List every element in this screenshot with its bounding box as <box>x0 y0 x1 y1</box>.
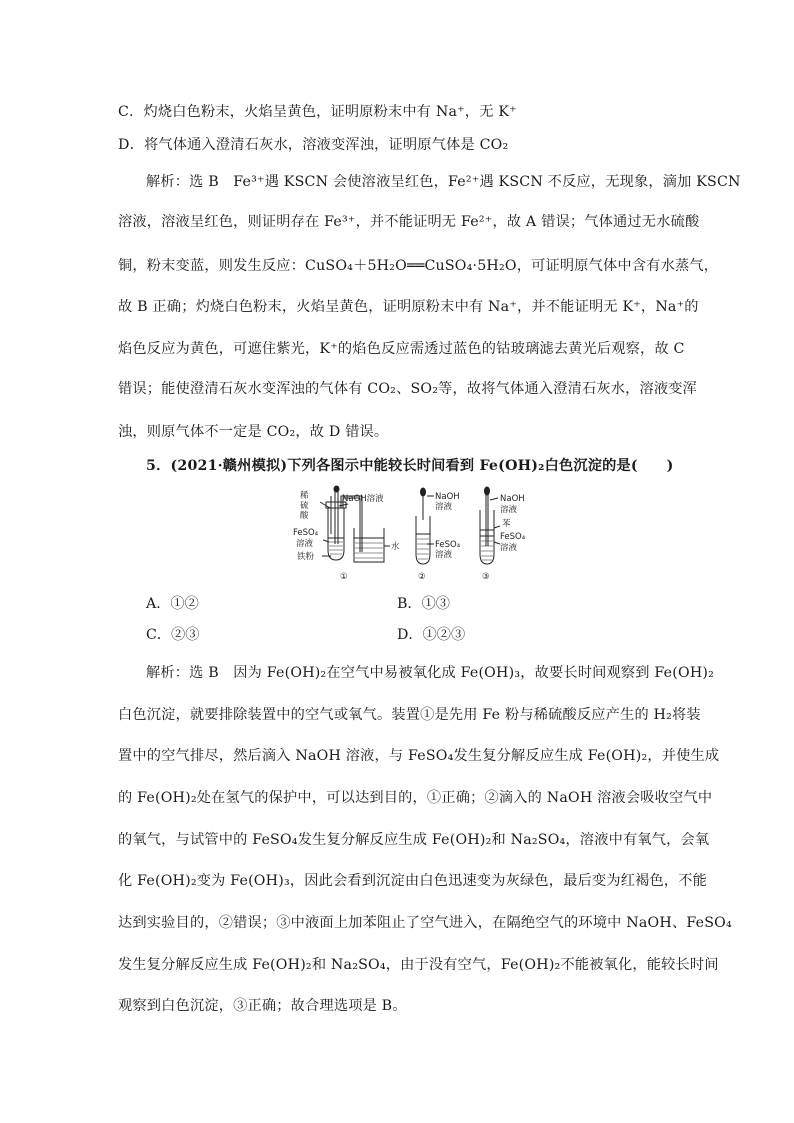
label-solution-3b: 溶液 <box>500 543 518 553</box>
analysis-4-line-6: 错误；能使澄清石灰水变浑浊的气体有 CO₂、SO₂等，故将气体通入澄清石灰水，溶液变浑 <box>118 381 698 397</box>
analysis-5-line-4: 的 Fe(OH)₂处在氢气的保护中，可以达到目的，①正确；②滴入的 NaOH 溶液会吸收空气中 <box>118 790 713 806</box>
label-water: 水 <box>391 542 400 552</box>
label-acid: 酸 <box>300 511 309 521</box>
label-apparatus-3: ③ <box>482 572 490 582</box>
label-apparatus-1: ① <box>340 572 348 582</box>
option-c-text: C．灼烧白色粉末，火焰呈黄色，证明原粉末中有 Na⁺，无 K⁺ <box>118 104 517 120</box>
option-b: B．①③ <box>397 596 450 612</box>
analysis-5-line-3: 置中的空气排尽，然后滴入 NaOH 溶液，与 FeSO₄发生复分解反应生成 Fe(OH)₂，并使生成 <box>118 748 720 764</box>
label-apparatus-2: ② <box>418 572 426 582</box>
analysis-5-line-2: 白色沉淀，就要排除装置中的空气或氧气。装置①是先用 Fe 粉与稀硫酸反应产生的 H₂将装 <box>118 707 701 723</box>
label-dilute: 稀 <box>300 491 309 501</box>
option-a: A．①② <box>146 596 199 612</box>
label-solution-2b: 溶液 <box>435 550 453 560</box>
analysis-4-line-2: 溶液，溶液呈红色，则证明存在 Fe³⁺，并不能证明无 Fe²⁺，故 A 错误；气体通过无水硫酸 <box>118 214 700 230</box>
label-feso4-1: FeSO₄ <box>293 528 319 538</box>
apparatus-figure <box>290 484 560 584</box>
analysis-4-line-1: 解析：选 B Fe³⁺遇 KSCN 会使溶液呈红色，Fe²⁺遇 KSCN 不反应，无现象，滴加 KSCN <box>146 174 741 190</box>
analysis-5-line-7: 达到实验目的，②错误；③中液面上加苯阻止了空气进入，在隔绝空气的环境中 NaOH、FeSO₄ <box>118 915 732 931</box>
analysis-5-line-6: 化 Fe(OH)₂变为 Fe(OH)₃，因此会看到沉淀由白色迅速变为灰绿色，最后变为红褐色，不能 <box>118 873 708 889</box>
analysis-4-line-3: 铜，粉末变蓝，则发生反应：CuSO₄＋5H₂O══CuSO₄·5H₂O，可证明原气体中含有水蒸气， <box>118 258 719 274</box>
apparatus-2 <box>416 488 434 564</box>
option-d-text: D．将气体通入澄清石灰水，溶液变浑浊，证明原气体是 CO₂ <box>118 137 509 153</box>
apparatus-3 <box>480 487 500 564</box>
analysis-5-line-5: 的氧气，与试管中的 FeSO₄发生复分解反应生成 Fe(OH)₂和 Na₂SO₄，溶液中有氧气，会氧 <box>118 832 710 848</box>
label-naoh-2: NaOH <box>435 492 460 502</box>
label-solution-1: 溶液 <box>296 539 314 549</box>
label-naoh-solution: NaOH溶液 <box>342 494 384 504</box>
question-5-stem: 5．(2021·赣州模拟)下列各图示中能较长时间看到 Fe(OH)₂白色沉淀的是( ) <box>146 458 674 474</box>
option-d: D．①②③ <box>397 627 466 643</box>
option-c: C．②③ <box>146 627 200 643</box>
label-naoh-3: NaOH <box>500 494 525 504</box>
label-feso4-3: FeSO₄ <box>500 532 526 542</box>
label-feso4-2: FeSO₄ <box>435 540 461 550</box>
analysis-5-line-9: 观察到白色沉淀，③正确；故合理选项是 B。 <box>118 998 407 1014</box>
analysis-5-line-8: 发生复分解反应生成 Fe(OH)₂和 Na₂SO₄，由于没有空气，Fe(OH)₂不能被氧化，能较长时间 <box>118 957 719 973</box>
label-sulfuric: 硫 <box>300 501 309 511</box>
label-solution-3a: 溶液 <box>500 505 518 515</box>
label-solution-2a: 溶液 <box>435 502 453 512</box>
label-benzene: 苯 <box>502 519 511 529</box>
analysis-4-line-7: 浊，则原气体不一定是 CO₂，故 D 错误。 <box>118 424 389 440</box>
analysis-4-line-5: 焰色反应为黄色，可遮住紫光，K⁺的焰色反应需透过蓝色的钴玻璃滤去黄光后观察，故 C <box>118 341 685 357</box>
label-iron-powder: 铁粉 <box>297 552 315 562</box>
analysis-4-line-4: 故 B 正确；灼烧白色粉末，火焰呈黄色，证明原粉末中有 Na⁺，并不能证明无 K⁺，Na⁺的 <box>118 299 699 315</box>
analysis-5-line-1: 解析：选 B 因为 Fe(OH)₂在空气中易被氧化成 Fe(OH)₃，故要长时间观察到 Fe(OH)₂ <box>146 665 715 681</box>
